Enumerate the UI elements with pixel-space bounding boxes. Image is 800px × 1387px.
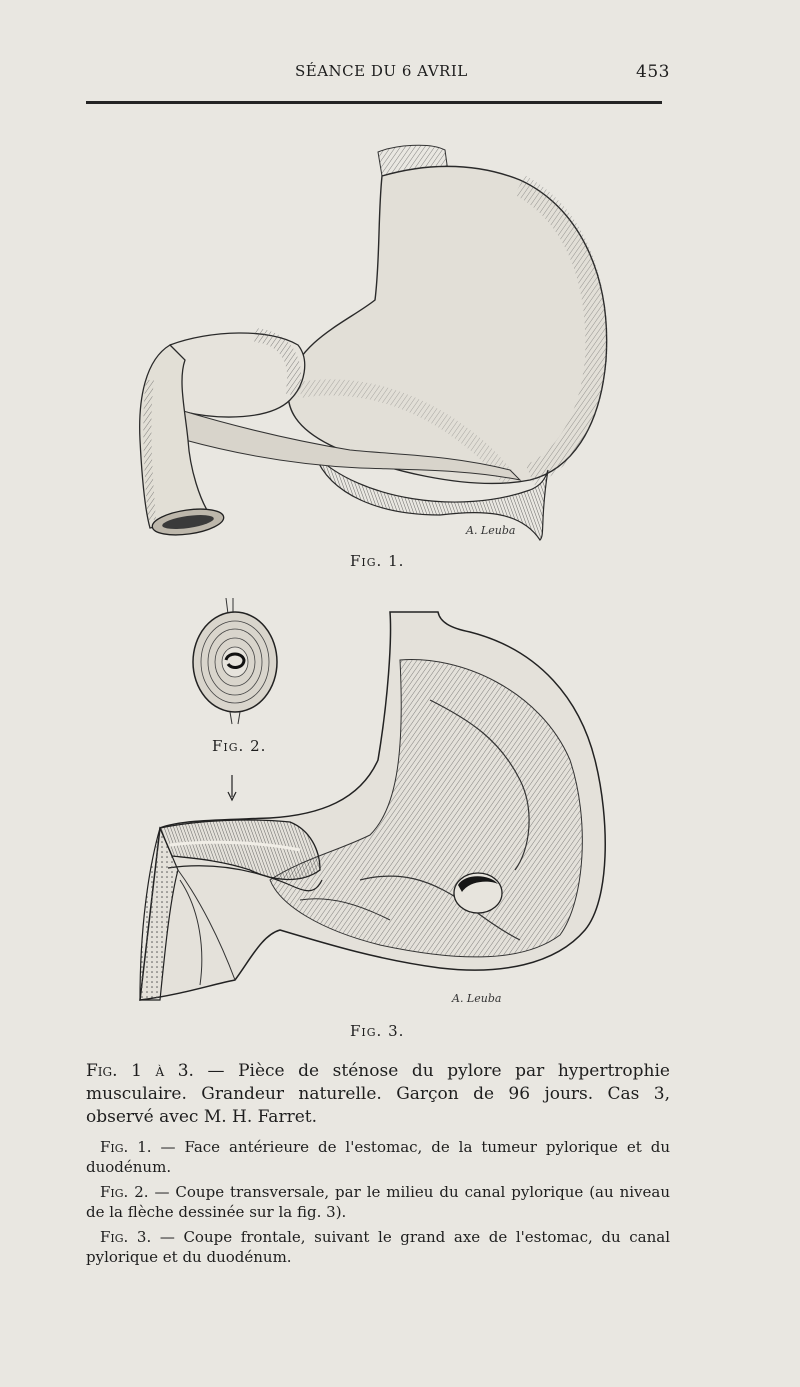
page-number: 453 [636, 62, 670, 82]
fig1-signature: A. Leuba [466, 524, 516, 537]
fig3-caption-prefix: Fig. 3. [100, 1228, 152, 1246]
fig1-caption [86, 1137, 670, 1177]
fig1-caption-prefix: Fig. 1. [100, 1138, 152, 1156]
fig1-label: Fig. 1. [350, 552, 405, 570]
main-caption [86, 1060, 670, 1129]
fig3-caption [86, 1227, 670, 1267]
figure-2-transverse-section [193, 598, 277, 800]
main-caption-prefix: Fig. 1 à 3. [86, 1061, 194, 1081]
main-caption-text: — Pièce de sténose du pylore par hypertrophie musculaire. Grandeur naturelle. Garçon de 96 jours. Cas 3, observé avec M. H. Farret. [86, 1061, 670, 1127]
fig2-label: Fig. 2. [212, 737, 267, 755]
fig2-caption-prefix: Fig. 2. [100, 1183, 149, 1201]
fig3-caption-text: — Coupe frontale, suivant le grand axe de l'estomac, du canal pylorique et du duodénum. [86, 1228, 670, 1266]
fig3-label: Fig. 3. [350, 1022, 405, 1040]
fig2-caption-text: — Coupe transversale, par le milieu du canal pylorique (au niveau de la flèche dessinée sur la fig. 3). [86, 1183, 670, 1221]
fig3-signature: A. Leuba [452, 992, 502, 1005]
figure-1-stomach-exterior [140, 145, 607, 540]
fig2-caption [86, 1182, 670, 1222]
running-title: SÉANCE DU 6 AVRIL [295, 62, 468, 80]
fig1-caption-text: — Face antérieure de l'estomac, de la tumeur pylorique et du duodénum. [86, 1138, 670, 1176]
